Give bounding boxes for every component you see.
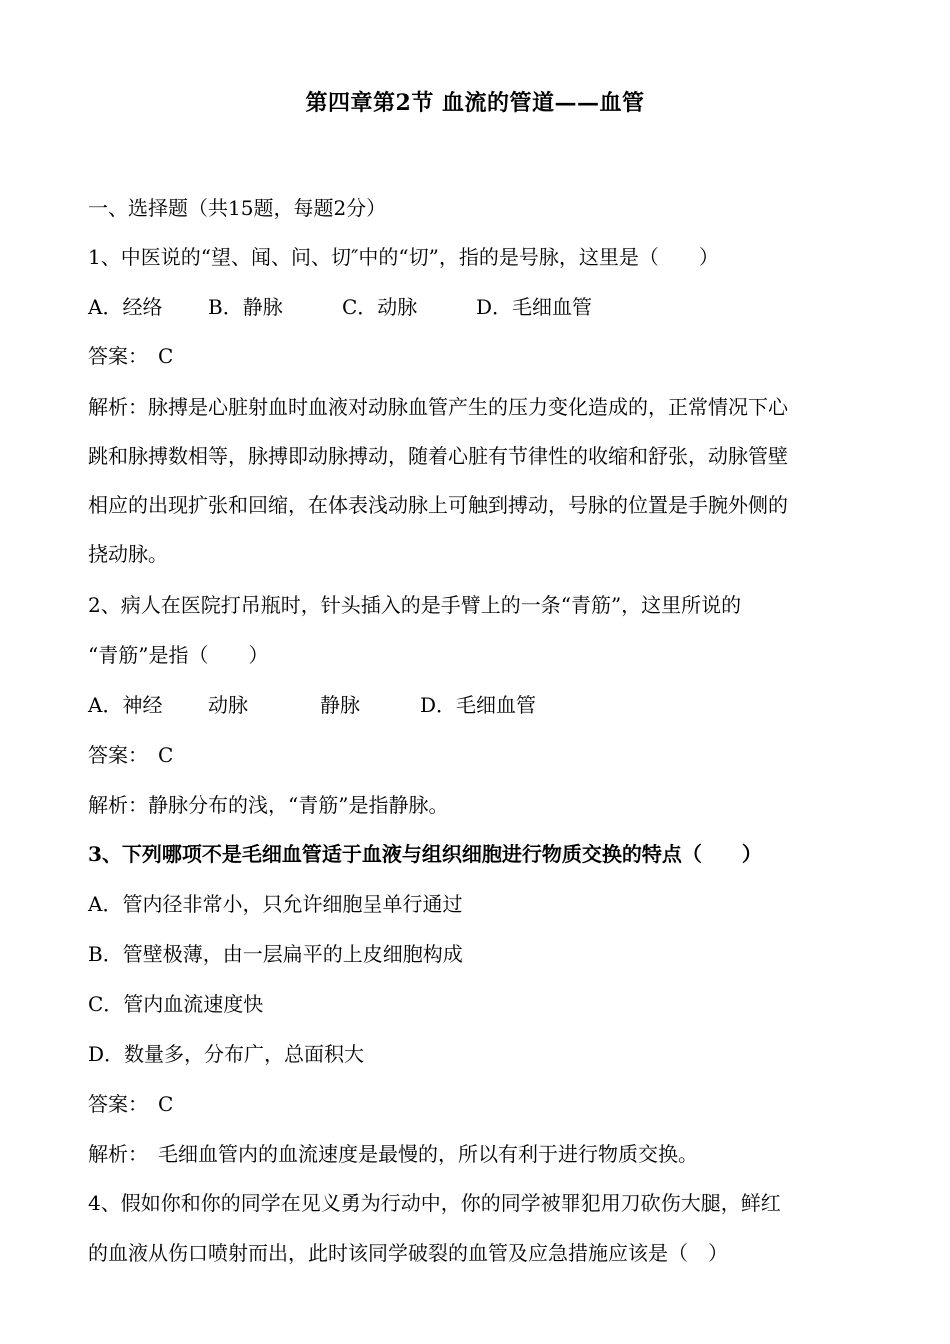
page-title: 第四章第2节 血流的管道——血管 — [305, 90, 645, 116]
q3-analysis: 解析： 毛细血管内的血流速度是最慢的，所以有利于进行物质交换。 — [88, 1142, 698, 1166]
q1-option-b: B．静脉 — [208, 295, 283, 319]
q1-option-a: A．经络 — [88, 295, 163, 319]
q2-analysis: 解析：静脉分布的浅，“青筋”是指静脉。 — [88, 793, 449, 817]
q1-analysis-line-3: 相应的出现扩张和回缩，在体表浅动脉上可触到搏动，号脉的位置是手腕外侧的 — [88, 493, 788, 517]
section-heading: 一、选择题（共15题，每题2分） — [88, 196, 387, 220]
q1-options — [88, 293, 592, 321]
q4-stem-line-1: 4、假如你和你的同学在见义勇为行动中，你的同学被罪犯用刀砍伤大腿，鲜红 — [88, 1191, 781, 1215]
q2-option-a: A．神经 — [88, 693, 163, 717]
q1-analysis-line-2: 跳和脉搏数相等，脉搏即动脉搏动，随着心脏有节律性的收缩和舒张，动脉管壁 — [88, 444, 788, 468]
q2-option-d: D．毛细血管 — [420, 693, 537, 717]
q3-stem: 3、下列哪项不是毛细血管适于血液与组织细胞进行物质交换的特点（ ） — [88, 842, 762, 866]
q4-stem-line-2: 的血液从伤口喷射而出，此时该同学破裂的血管及应急措施应该是（ ） — [88, 1241, 728, 1265]
q3-option-b: B．管壁极薄，由一层扁平的上皮细胞构成 — [88, 942, 463, 966]
q3-option-a: A．管内径非常小，只允许细胞呈单行通过 — [88, 892, 463, 916]
q1-stem: 1、中医说的“望、闻、问、切″中的“切”，指的是号脉，这里是（ ） — [88, 245, 719, 269]
q1-option-c: C．动脉 — [342, 295, 418, 319]
q3-option-d: D．数量多，分布广，总面积大 — [88, 1042, 365, 1066]
q2-options — [88, 691, 536, 719]
q1-option-d: D．毛细血管 — [476, 295, 593, 319]
q1-answer: 答案： C — [88, 344, 174, 368]
q3-answer: 答案： C — [88, 1092, 174, 1116]
q2-option-b: 动脉 — [208, 693, 248, 717]
q2-answer: 答案： C — [88, 743, 174, 767]
q1-analysis-line-1: 解析：脉搏是心脏射血时血液对动脉血管产生的压力变化造成的，正常情况下心 — [88, 395, 788, 419]
q1-analysis-line-4: 挠动脉。 — [88, 542, 168, 566]
q2-stem-line-1: 2、病人在医院打吊瓶时，针头插入的是手臂上的一条“青筋”，这里所说的 — [88, 593, 742, 617]
q3-option-c: C．管内血流速度快 — [88, 992, 264, 1016]
q2-stem-line-2: “青筋”是指（ ） — [88, 643, 269, 667]
q2-option-c: 静脉 — [320, 693, 360, 717]
